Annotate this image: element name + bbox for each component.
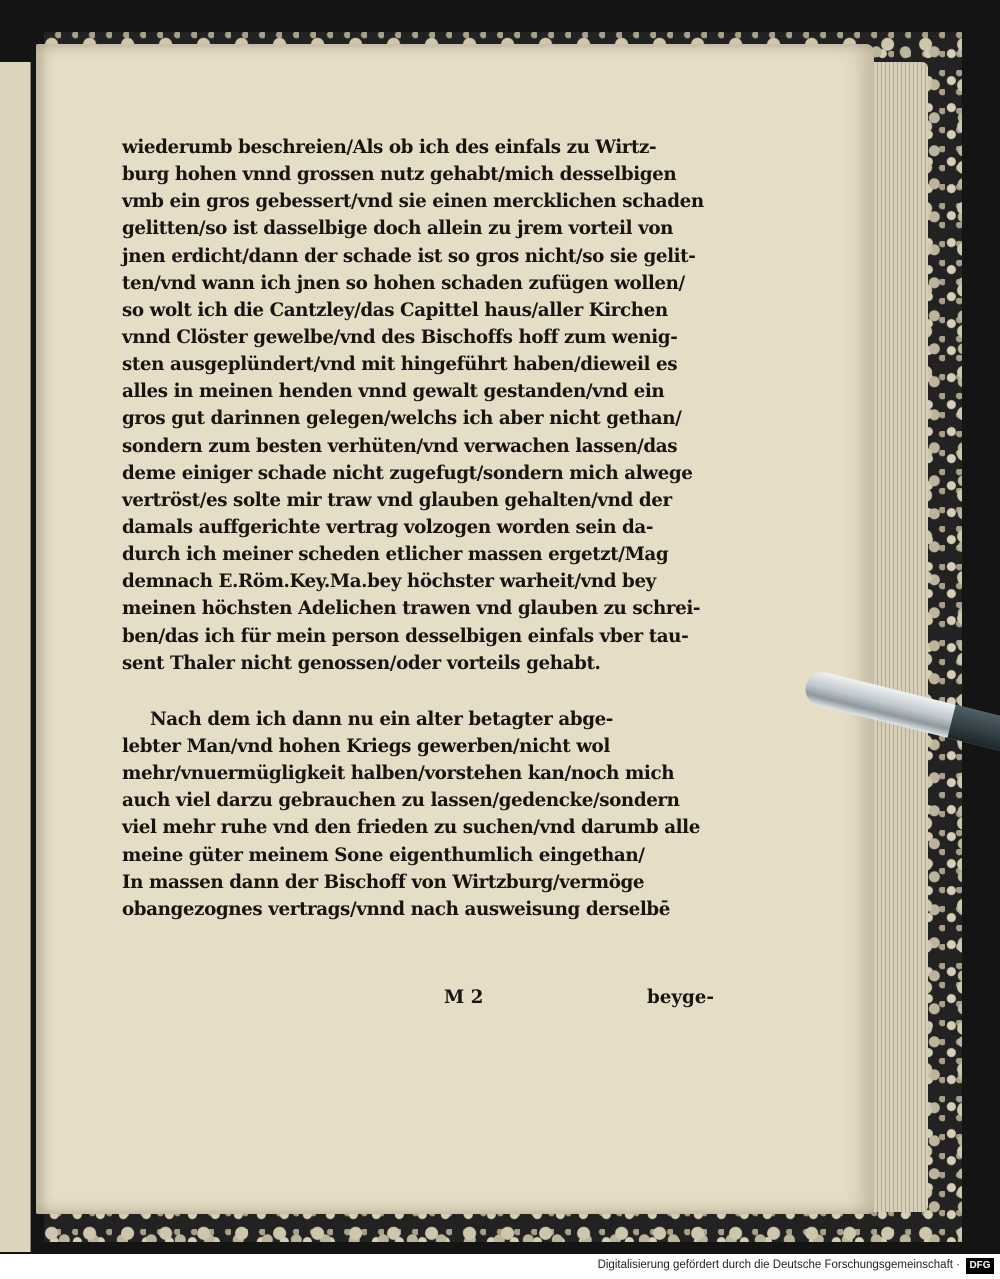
text-line: viel mehr ruhe vnd den frieden zu suchen/vnd darumb alle	[122, 817, 700, 839]
text-line: gelitten/so ist dasselbige doch allein zu jrem vorteil von	[122, 218, 674, 240]
left-page-edge	[0, 62, 31, 1252]
text-line: auch viel darzu gebrauchen zu lassen/gedencke/sondern	[122, 790, 680, 812]
text-line: Nach dem ich dann nu ein alter betagter abge-	[150, 708, 613, 730]
text-line: durch ich meiner scheden etlicher massen ergetzt/Mag	[122, 544, 669, 566]
book-page	[36, 44, 874, 1214]
text-line: vnnd Clöster gewelbe/vnd des Bischoffs hoff zum wenig-	[122, 326, 678, 348]
text-line: jnen erdicht/dann der schade ist so gros nicht/so sie gelit-	[122, 245, 696, 267]
footer-bar	[0, 1254, 1000, 1279]
text-line: meinen höchsten Adelichen trawen vnd glauben zu schrei-	[122, 598, 701, 620]
text-line: demnach E.Röm.Key.Ma.bey höchster warheit/vnd bey	[122, 571, 656, 593]
text-line: wiederumb beschreien/Als ob ich des einfals zu Wirtz-	[122, 137, 657, 158]
text-line: sten ausgeplündert/vnd mit hingeführt haben/dieweil es	[122, 354, 678, 376]
text-line: alles in meinen henden vnnd gewalt gestanden/vnd ein	[122, 381, 665, 403]
text-line: vmb ein gros gebessert/vnd sie einen mercklichen schaden	[122, 191, 704, 213]
text-line: mehr/vnuermügligkeit halben/vorstehen kan/noch mich	[122, 763, 675, 785]
text-line: ten/vnd wann ich jnen so hohen schaden zufügen wollen/	[122, 272, 685, 294]
text-line: gros gut darinnen gelegen/welchs ich aber nicht gethan/	[122, 408, 682, 430]
funding-credit: Digitalisierung gefördert durch die Deutsche Forschungsgemeinschaft ·	[597, 1259, 960, 1271]
text-line: sent Thaler nicht genossen/oder vorteils gehabt.	[122, 652, 601, 674]
text-line: sondern zum besten verhüten/vnd verwachen lassen/das	[122, 435, 678, 457]
text-block	[122, 134, 714, 923]
text-line: vertröst/es solte mir traw vnd glauben gehalten/vnd der	[122, 489, 672, 511]
text-line: damals auffgerichte vertrag volzogen worden sein da-	[122, 516, 654, 538]
catchword: beyge-	[646, 987, 714, 1008]
text-line: deme einiger schade nicht zugefugt/sondern mich alwege	[122, 462, 693, 484]
text-line: obangezognes vertrags/vnnd nach ausweisung derselbē	[122, 898, 670, 920]
text-line: lebter Man/vnd hohen Kriegs gewerben/nicht wol	[122, 735, 610, 757]
signature-line	[122, 984, 714, 1012]
text-line: so wolt ich die Cantzley/das Capittel haus/aller Kirchen	[122, 299, 668, 321]
dfg-logo: DFG	[966, 1258, 994, 1274]
text-line: ben/das ich für mein person desselbigen einfals vber tau-	[122, 625, 689, 647]
signature-mark: M 2	[444, 987, 484, 1008]
text-line: burg hohen vnnd grossen nutz gehabt/mich desselbigen	[122, 164, 677, 186]
paragraph-gap	[122, 677, 714, 706]
text-line: In massen dann der Bischoff von Wirtzburg/vermöge	[122, 871, 645, 893]
text-line: meine güter meinem Sone eigenthumlich eingethan/	[122, 844, 645, 866]
